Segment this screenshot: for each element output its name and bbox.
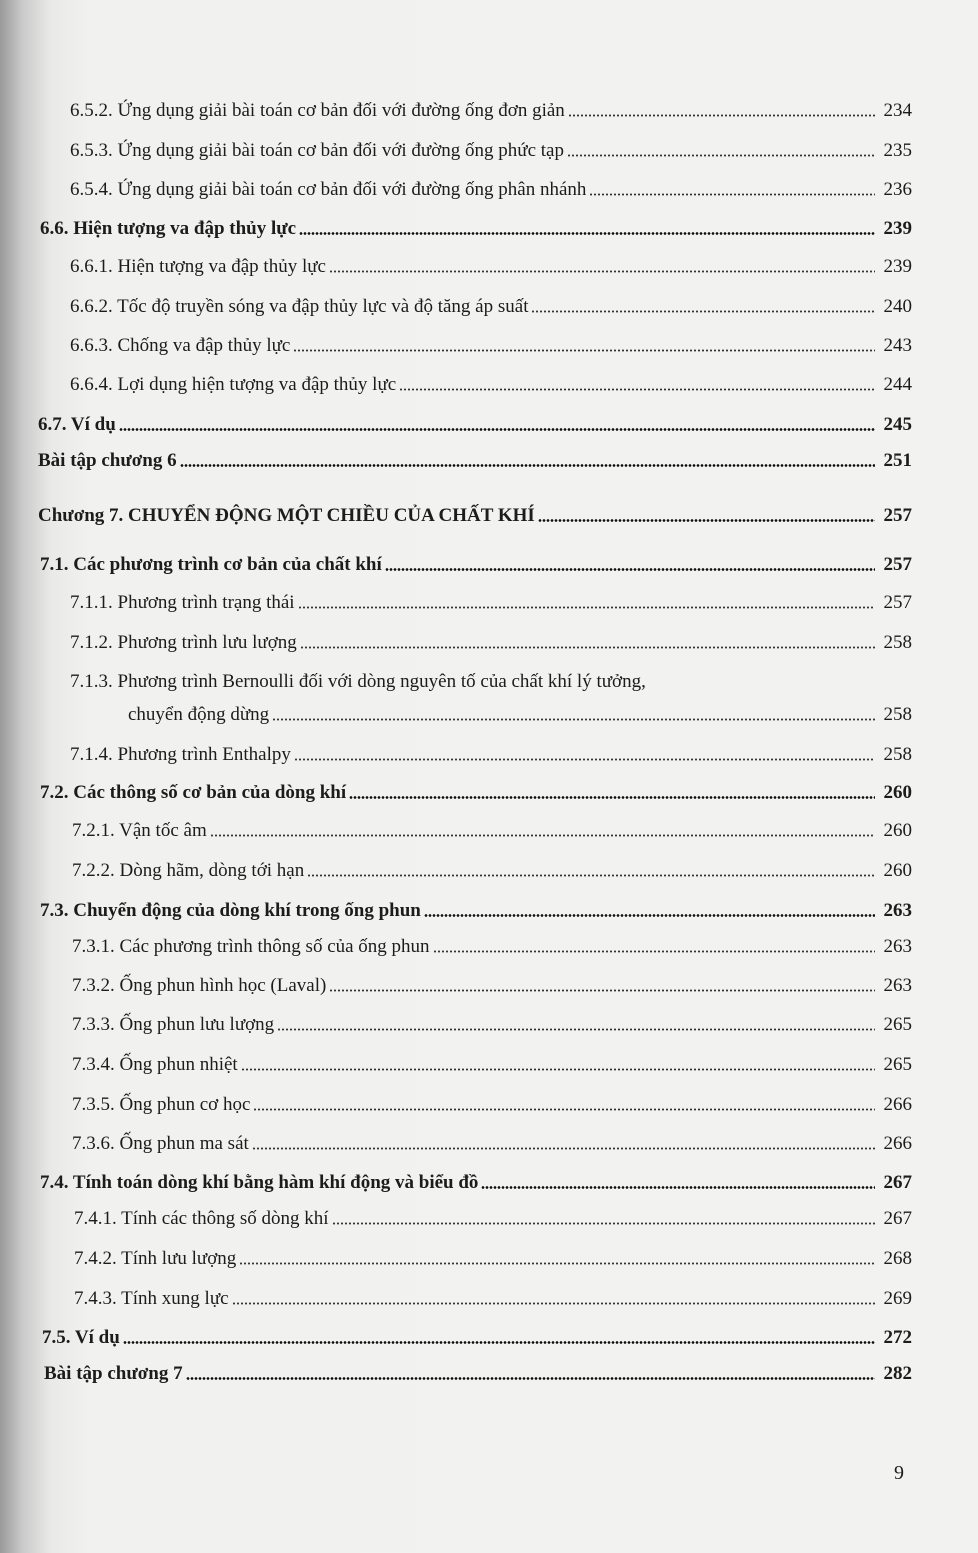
toc-entry-page: 236 xyxy=(883,179,912,200)
toc-entry xyxy=(70,592,912,614)
toc-entry-page: 266 xyxy=(883,1133,912,1154)
dot-leader xyxy=(332,1222,875,1225)
dot-leader xyxy=(349,796,875,799)
toc-entry xyxy=(70,744,912,766)
dot-leader xyxy=(329,270,875,273)
toc-entry-title: 6.7. Ví dụ xyxy=(38,414,116,435)
toc-entry-title: 7.3.3. Ống phun lưu lượng xyxy=(72,1014,275,1035)
dot-leader xyxy=(307,874,875,877)
toc-entry xyxy=(70,100,912,122)
toc-entry xyxy=(70,374,912,396)
toc-entry-page: 251 xyxy=(883,450,912,471)
toc-entry xyxy=(72,820,912,842)
toc-entry-title: Bài tập chương 7 xyxy=(44,1363,183,1384)
toc-entry xyxy=(72,1094,912,1116)
dot-leader xyxy=(567,154,875,157)
toc-entry xyxy=(74,1288,912,1310)
toc-entry-title: 7.5. Ví dụ xyxy=(42,1327,120,1348)
toc-entry xyxy=(72,1014,912,1036)
dot-leader xyxy=(253,1108,875,1111)
toc-section-entry xyxy=(40,900,912,922)
toc-entry-title: 7.2.1. Vận tốc âm xyxy=(72,820,207,841)
toc-entry-first-line xyxy=(70,671,912,693)
toc-entry xyxy=(74,1208,912,1230)
toc-entry-page: 258 xyxy=(883,744,912,765)
dot-leader xyxy=(277,1028,875,1031)
toc-section-entry xyxy=(38,414,912,436)
toc-entry-title: 6.5.2. Ứng dụng giải bài toán cơ bản đối với đường ống đơn giản xyxy=(70,100,565,121)
toc-entry xyxy=(72,936,912,958)
toc-entry-page: 258 xyxy=(883,632,912,653)
dot-leader xyxy=(481,1186,875,1189)
toc-entry-title: 7.3. Chuyển động của dòng khí trong ống phun xyxy=(40,900,421,921)
toc-entry-page: 239 xyxy=(883,218,912,239)
toc-entry-page: 257 xyxy=(883,592,912,613)
toc-entry-title: 6.5.4. Ứng dụng giải bài toán cơ bản đối với đường ống phân nhánh xyxy=(70,179,587,200)
dot-leader xyxy=(399,388,875,391)
toc-entry-page: 267 xyxy=(883,1208,912,1229)
dot-leader xyxy=(294,758,875,761)
toc-entry-title: 7.3.2. Ống phun hình học (Laval) xyxy=(72,975,327,996)
toc-section-entry xyxy=(40,554,912,576)
toc-entry-page: 272 xyxy=(883,1327,912,1348)
toc-entry-page: 245 xyxy=(883,414,912,435)
toc-entry-page: 243 xyxy=(883,335,912,356)
toc-entry-title: 7.2. Các thông số cơ bản của dòng khí xyxy=(40,782,347,803)
toc-entry-title: 7.4.3. Tính xung lực xyxy=(74,1288,229,1309)
dot-leader xyxy=(123,1341,875,1344)
toc-entry-title: 6.6.2. Tốc độ truyền sóng va đập thủy lực và độ tăng áp suất xyxy=(70,296,529,317)
dot-leader xyxy=(252,1147,875,1150)
dot-leader xyxy=(272,718,875,721)
toc-entry-title: 6.6. Hiện tượng va đập thủy lực xyxy=(40,218,297,239)
dot-leader xyxy=(232,1302,875,1305)
dot-leader xyxy=(241,1068,875,1071)
toc-entry-title: 7.1.2. Phương trình lưu lượng xyxy=(70,632,297,653)
dot-leader xyxy=(538,519,875,522)
toc-entry-title: 7.2.2. Dòng hãm, dòng tới hạn xyxy=(72,860,305,881)
dot-leader xyxy=(180,464,875,467)
toc-entry xyxy=(70,256,912,278)
toc-entry-title: 7.3.4. Ống phun nhiệt xyxy=(72,1054,238,1075)
toc-entry-title: 7.3.5. Ống phun cơ học xyxy=(72,1094,251,1115)
toc-entry-title: chuyển động dừng xyxy=(128,704,270,725)
dot-leader xyxy=(239,1262,875,1265)
toc-entry xyxy=(72,975,912,997)
toc-section-entry xyxy=(40,218,912,240)
toc-entry-page: 260 xyxy=(883,860,912,881)
toc-entry xyxy=(70,296,912,318)
toc-entry-title: 7.4.1. Tính các thông số dòng khí xyxy=(74,1208,329,1229)
toc-entry-title: 7.3.1. Các phương trình thông số của ống phun xyxy=(72,936,430,957)
dot-leader xyxy=(293,349,875,352)
dot-leader xyxy=(589,193,875,196)
toc-entry-page: 260 xyxy=(883,820,912,841)
toc-entry-page: 257 xyxy=(883,554,912,575)
toc-entry-title: 6.6.1. Hiện tượng va đập thủy lực xyxy=(70,256,326,277)
dot-leader xyxy=(300,646,875,649)
toc-entry-title: 7.4. Tính toán dòng khí bằng hàm khí động và biểu đồ xyxy=(40,1172,479,1193)
toc-entry xyxy=(70,335,912,357)
toc-entry-page: 257 xyxy=(883,505,912,526)
toc-entry xyxy=(74,1248,912,1270)
toc-entry-page: 268 xyxy=(883,1248,912,1269)
toc-entry-title: 7.1. Các phương trình cơ bản của chất khí xyxy=(40,554,382,575)
dot-leader xyxy=(385,568,875,571)
toc-entry xyxy=(72,1054,912,1076)
toc-entry-page: 258 xyxy=(883,704,912,725)
dot-leader xyxy=(210,834,875,837)
toc-entry-title: 6.6.4. Lợi dụng hiện tượng va đập thủy lực xyxy=(70,374,397,395)
dot-leader xyxy=(119,428,875,431)
toc-section-entry xyxy=(44,1363,912,1385)
toc-chapter-entry xyxy=(38,505,912,527)
toc-entry-page: 263 xyxy=(883,975,912,996)
toc-entry-title: Bài tập chương 6 xyxy=(38,450,177,471)
toc-entry-page: 266 xyxy=(883,1094,912,1115)
toc-entry xyxy=(70,140,912,162)
toc-entry-title: 7.1.1. Phương trình trạng thái xyxy=(70,592,295,613)
toc-entry-title: Chương 7. CHUYỂN ĐỘNG MỘT CHIỀU CỦA CHẤT KHÍ xyxy=(38,505,535,526)
page-number: 9 xyxy=(894,1462,904,1484)
toc-entry-page: 267 xyxy=(883,1172,912,1193)
toc-entry-page: 244 xyxy=(883,374,912,395)
toc-entry-page: 235 xyxy=(883,140,912,161)
toc-entry xyxy=(128,704,912,726)
toc-entry xyxy=(72,860,912,882)
toc-entry-title: 7.1.4. Phương trình Enthalpy xyxy=(70,744,291,765)
toc-entry-page: 269 xyxy=(883,1288,912,1309)
toc-entry xyxy=(70,632,912,654)
toc-entry-title: 7.4.2. Tính lưu lượng xyxy=(74,1248,237,1269)
toc-entry-page: 263 xyxy=(883,900,912,921)
dot-leader xyxy=(568,114,875,117)
toc-entry-page: 260 xyxy=(883,782,912,803)
toc-section-entry xyxy=(38,450,912,472)
dot-leader xyxy=(298,606,875,609)
toc-section-entry xyxy=(42,1327,912,1349)
toc-entry-title: 6.5.3. Ứng dụng giải bài toán cơ bản đối với đường ống phức tạp xyxy=(70,140,564,161)
toc-entry xyxy=(72,1133,912,1155)
toc-entry-page: 240 xyxy=(883,296,912,317)
toc-entry xyxy=(70,179,912,201)
dot-leader xyxy=(186,1377,875,1380)
toc-entry-title: 7.1.3. Phương trình Bernoulli đối với dòng nguyên tố của chất khí lý tưởng, xyxy=(70,671,646,692)
toc-entry-page: 265 xyxy=(883,1054,912,1075)
dot-leader xyxy=(299,232,875,235)
dot-leader xyxy=(424,914,875,917)
toc-entry-page: 265 xyxy=(883,1014,912,1035)
toc-entry-page: 263 xyxy=(883,936,912,957)
toc-entry-page: 234 xyxy=(883,100,912,121)
toc-entry-title: 7.3.6. Ống phun ma sát xyxy=(72,1133,249,1154)
toc-section-entry xyxy=(40,782,912,804)
dot-leader xyxy=(531,310,875,313)
toc-section-entry xyxy=(40,1172,912,1194)
toc-entry-page: 239 xyxy=(883,256,912,277)
toc-entry-title: 6.6.3. Chống va đập thủy lực xyxy=(70,335,291,356)
toc-entry-page: 282 xyxy=(883,1363,912,1384)
dot-leader xyxy=(329,989,875,992)
dot-leader xyxy=(433,950,875,953)
